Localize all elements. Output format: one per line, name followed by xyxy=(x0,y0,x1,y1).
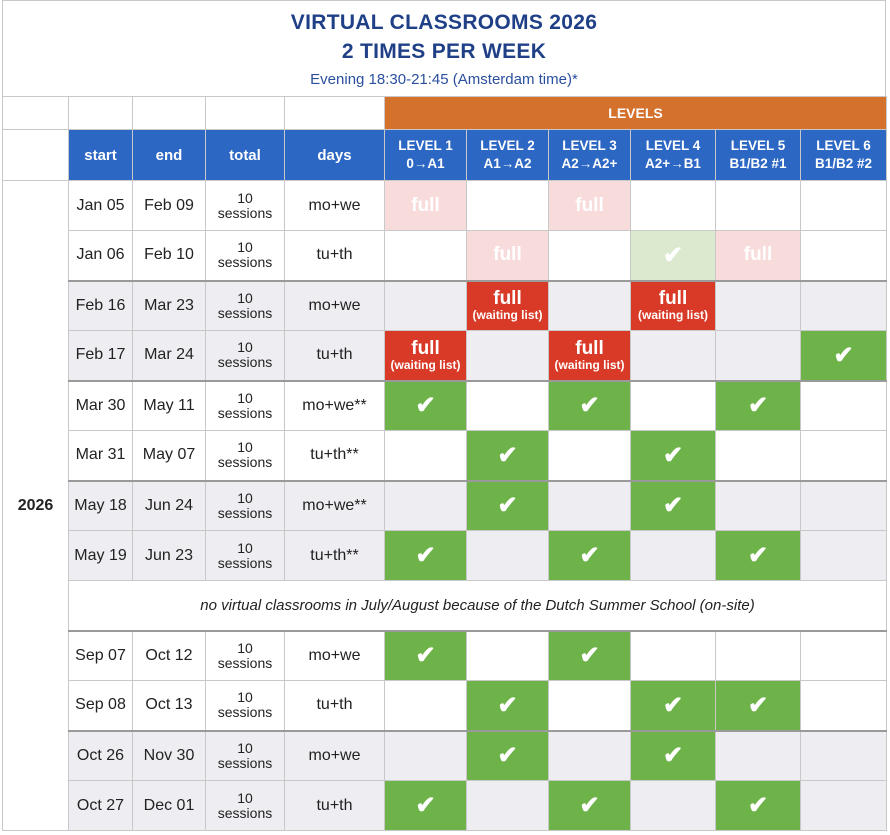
session-row xyxy=(3,281,887,331)
empty-level-cell xyxy=(549,731,631,781)
start-date: May 19 xyxy=(69,531,133,581)
available-check-icon[interactable]: ✔ xyxy=(549,631,631,681)
total-sessions xyxy=(206,631,285,681)
empty-level-cell xyxy=(631,181,716,231)
available-check-icon[interactable]: ✔ xyxy=(549,531,631,581)
level-header-1 xyxy=(385,130,467,181)
session-row xyxy=(3,481,887,531)
waiting-list-label: (waiting list) xyxy=(472,308,543,323)
session-unit: sessions xyxy=(217,254,273,271)
session-unit: sessions xyxy=(217,754,273,771)
full-label: full xyxy=(411,337,440,359)
session-unit: sessions xyxy=(217,204,273,221)
empty-level-cell xyxy=(467,331,549,381)
column-header-end: end xyxy=(133,130,206,181)
waiting-list-badge[interactable] xyxy=(385,331,467,381)
waiting-list-badge[interactable] xyxy=(631,281,716,331)
blank-cell xyxy=(285,97,385,130)
schedule-body xyxy=(3,97,887,831)
empty-level-cell xyxy=(549,431,631,481)
start-date: Feb 16 xyxy=(69,281,133,331)
available-check-icon[interactable]: ✔ xyxy=(549,781,631,831)
page-subtitle: 2 TIMES PER WEEK xyxy=(341,40,547,63)
session-unit: sessions xyxy=(217,704,273,721)
level-range: 0→A1 xyxy=(406,156,445,171)
start-date: Sep 08 xyxy=(69,681,133,731)
waiting-list-label: (waiting list) xyxy=(638,308,708,323)
days: mo+we xyxy=(285,181,385,231)
level-name: LEVEL 1 xyxy=(398,138,453,153)
days: mo+we xyxy=(285,631,385,681)
level-range: A2→A2+ xyxy=(561,156,618,171)
session-row xyxy=(3,531,887,581)
empty-level-cell xyxy=(716,731,801,781)
session-unit: sessions xyxy=(217,304,273,321)
days: tu+th xyxy=(285,681,385,731)
total-sessions xyxy=(206,681,285,731)
start-date: Sep 07 xyxy=(69,631,133,681)
empty-level-cell xyxy=(631,531,716,581)
empty-level-cell xyxy=(549,681,631,731)
levels-header: LEVELS xyxy=(385,97,887,130)
session-row xyxy=(3,681,887,731)
empty-level-cell xyxy=(467,181,549,231)
waiting-list-label: (waiting list) xyxy=(554,357,625,372)
time-note: Evening 18:30-21:45 (Amsterdam time)* xyxy=(310,71,578,88)
session-row xyxy=(3,781,887,831)
session-row xyxy=(3,331,887,381)
waiting-list-badge[interactable] xyxy=(549,331,631,381)
level-header-6 xyxy=(801,130,887,181)
available-check-icon[interactable]: ✔ xyxy=(716,781,801,831)
end-date: May 11 xyxy=(133,381,206,431)
days: tu+th** xyxy=(285,431,385,481)
empty-level-cell xyxy=(716,481,801,531)
available-check-icon[interactable]: ✔ xyxy=(631,481,716,531)
empty-level-cell xyxy=(801,531,887,581)
session-count: 10 xyxy=(237,389,253,406)
empty-level-cell xyxy=(631,381,716,431)
summer-note: no virtual classrooms in July/August because of the Dutch Summer School (on-site) xyxy=(69,581,887,631)
start-date: Jan 05 xyxy=(69,181,133,231)
full-badge: full xyxy=(385,181,467,231)
empty-level-cell xyxy=(801,231,887,281)
session-unit: sessions xyxy=(217,404,273,421)
blank-cell xyxy=(69,97,133,130)
session-unit: sessions xyxy=(217,554,273,571)
empty-level-cell xyxy=(716,631,801,681)
full-label: full xyxy=(575,337,604,359)
days: mo+we** xyxy=(285,481,385,531)
empty-level-cell xyxy=(801,381,887,431)
session-row xyxy=(3,431,887,481)
total-sessions xyxy=(206,731,285,781)
days: mo+we xyxy=(285,281,385,331)
available-check-icon[interactable]: ✔ xyxy=(467,731,549,781)
empty-level-cell xyxy=(716,331,801,381)
total-sessions xyxy=(206,781,285,831)
available-check-icon[interactable]: ✔ xyxy=(385,531,467,581)
empty-level-cell xyxy=(467,781,549,831)
days: mo+we xyxy=(285,731,385,781)
empty-level-cell xyxy=(385,681,467,731)
session-count: 10 xyxy=(237,539,253,556)
column-header-days: days xyxy=(285,130,385,181)
level-name: LEVEL 3 xyxy=(562,138,617,153)
session-row xyxy=(3,381,887,431)
available-check-icon[interactable]: ✔ xyxy=(631,431,716,481)
level-range: A2+→B1 xyxy=(645,156,701,171)
session-unit: sessions xyxy=(217,504,273,521)
full-badge: full xyxy=(467,231,549,281)
empty-level-cell xyxy=(631,331,716,381)
blank-cell xyxy=(133,97,206,130)
empty-level-cell xyxy=(801,631,887,681)
days: tu+th xyxy=(285,331,385,381)
column-header-total: total xyxy=(206,130,285,181)
level-name: LEVEL 5 xyxy=(730,138,786,153)
available-check-icon[interactable]: ✔ xyxy=(385,781,467,831)
total-sessions xyxy=(206,181,285,231)
column-header-start: start xyxy=(69,130,133,181)
end-date: Mar 23 xyxy=(133,281,206,331)
total-sessions xyxy=(206,481,285,531)
end-date: Oct 12 xyxy=(133,631,206,681)
empty-level-cell xyxy=(801,281,887,331)
empty-level-cell xyxy=(549,231,631,281)
blank-cell xyxy=(206,97,285,130)
session-unit: sessions xyxy=(217,804,273,821)
empty-level-cell xyxy=(716,181,801,231)
page-title: VIRTUAL CLASSROOMS 2026 xyxy=(290,11,598,34)
level-range: B1/B2 #2 xyxy=(814,156,873,171)
level-header-4 xyxy=(631,130,716,181)
session-count: 10 xyxy=(237,189,253,206)
start-date: Feb 17 xyxy=(69,331,133,381)
total-sessions xyxy=(206,381,285,431)
empty-level-cell xyxy=(467,381,549,431)
end-date: Mar 24 xyxy=(133,331,206,381)
blank-cell xyxy=(3,97,69,130)
full-label: full xyxy=(658,288,688,310)
days: tu+th** xyxy=(285,531,385,581)
level-header-3 xyxy=(549,130,631,181)
full-badge: full xyxy=(549,181,631,231)
empty-level-cell xyxy=(385,431,467,481)
available-check-icon[interactable]: ✔ xyxy=(716,681,801,731)
empty-level-cell xyxy=(467,631,549,681)
end-date: Jun 23 xyxy=(133,531,206,581)
available-check-icon[interactable]: ✔ xyxy=(631,731,716,781)
session-row xyxy=(3,181,887,231)
blank-cell xyxy=(3,130,69,181)
start-date: Oct 26 xyxy=(69,731,133,781)
end-date: Jun 24 xyxy=(133,481,206,531)
empty-level-cell xyxy=(631,631,716,681)
days: tu+th xyxy=(285,781,385,831)
total-sessions xyxy=(206,331,285,381)
available-check-icon[interactable]: ✔ xyxy=(467,681,549,731)
end-date: Dec 01 xyxy=(133,781,206,831)
session-unit: sessions xyxy=(217,354,273,371)
end-date: Nov 30 xyxy=(133,731,206,781)
title-box xyxy=(2,0,886,96)
session-row xyxy=(3,731,887,781)
level-range: B1/B2 #1 xyxy=(729,156,787,171)
column-header-row xyxy=(3,130,887,181)
empty-level-cell xyxy=(716,281,801,331)
start-date: Oct 27 xyxy=(69,781,133,831)
start-date: Mar 30 xyxy=(69,381,133,431)
session-count: 10 xyxy=(237,489,253,506)
full-label: full xyxy=(493,288,522,310)
level-name: LEVEL 2 xyxy=(480,138,535,153)
session-count: 10 xyxy=(237,689,253,706)
empty-level-cell xyxy=(385,231,467,281)
session-count: 10 xyxy=(237,239,253,256)
available-check-icon[interactable]: ✔ xyxy=(549,381,631,431)
empty-level-cell xyxy=(549,481,631,531)
total-sessions xyxy=(206,531,285,581)
levels-header-row xyxy=(3,97,887,130)
empty-level-cell xyxy=(385,481,467,531)
end-date: Feb 10 xyxy=(133,231,206,281)
empty-level-cell xyxy=(801,481,887,531)
end-date: May 07 xyxy=(133,431,206,481)
total-sessions xyxy=(206,281,285,331)
past-check-icon: ✔ xyxy=(631,231,716,281)
total-sessions xyxy=(206,431,285,481)
empty-level-cell xyxy=(801,431,887,481)
session-count: 10 xyxy=(237,439,253,456)
total-sessions xyxy=(206,231,285,281)
available-check-icon[interactable]: ✔ xyxy=(631,681,716,731)
year-label: 2026 xyxy=(3,181,69,831)
available-check-icon[interactable]: ✔ xyxy=(801,331,887,381)
empty-level-cell xyxy=(467,531,549,581)
available-check-icon[interactable]: ✔ xyxy=(467,481,549,531)
session-count: 10 xyxy=(237,639,253,656)
empty-level-cell xyxy=(801,181,887,231)
available-check-icon[interactable]: ✔ xyxy=(467,431,549,481)
empty-level-cell xyxy=(801,681,887,731)
end-date: Feb 09 xyxy=(133,181,206,231)
full-badge: full xyxy=(716,231,801,281)
session-unit: sessions xyxy=(217,654,273,671)
empty-level-cell xyxy=(385,731,467,781)
days: mo+we** xyxy=(285,381,385,431)
available-check-icon[interactable]: ✔ xyxy=(385,381,467,431)
available-check-icon[interactable]: ✔ xyxy=(716,381,801,431)
session-count: 10 xyxy=(237,789,253,806)
session-count: 10 xyxy=(237,739,253,756)
waiting-list-badge[interactable] xyxy=(467,281,549,331)
schedule-table xyxy=(2,96,887,831)
empty-level-cell xyxy=(801,781,887,831)
start-date: Jan 06 xyxy=(69,231,133,281)
available-check-icon[interactable]: ✔ xyxy=(716,531,801,581)
note-row xyxy=(3,581,887,631)
session-count: 10 xyxy=(237,289,253,306)
level-header-5 xyxy=(716,130,801,181)
empty-level-cell xyxy=(549,281,631,331)
empty-level-cell xyxy=(385,281,467,331)
session-row xyxy=(3,631,887,681)
empty-level-cell xyxy=(801,731,887,781)
session-row xyxy=(3,231,887,281)
end-date: Oct 13 xyxy=(133,681,206,731)
start-date: Mar 31 xyxy=(69,431,133,481)
empty-level-cell xyxy=(716,431,801,481)
session-count: 10 xyxy=(237,339,253,356)
waiting-list-label: (waiting list) xyxy=(390,357,461,372)
level-header-2 xyxy=(467,130,549,181)
session-unit: sessions xyxy=(217,454,273,471)
available-check-icon[interactable]: ✔ xyxy=(385,631,467,681)
days: tu+th xyxy=(285,231,385,281)
level-range: A1→A2 xyxy=(483,156,532,171)
start-date: May 18 xyxy=(69,481,133,531)
level-name: LEVEL 4 xyxy=(645,138,701,153)
empty-level-cell xyxy=(631,781,716,831)
level-name: LEVEL 6 xyxy=(816,138,871,153)
